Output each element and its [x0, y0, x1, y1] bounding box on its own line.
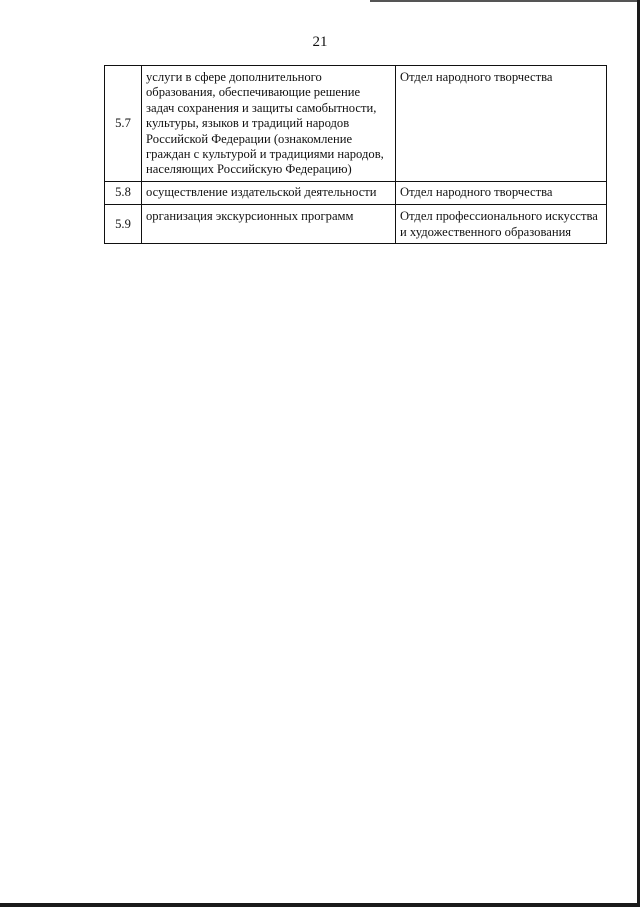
- scan-edge-bottom: [0, 903, 640, 907]
- service-description: осуществление издательской деятельности: [142, 181, 396, 204]
- page-number: 21: [312, 34, 328, 50]
- table-row: [105, 66, 607, 182]
- service-description: организация экскурсионных программ: [142, 205, 396, 244]
- row-number: 5.7: [105, 66, 142, 182]
- table-row: [105, 205, 607, 244]
- row-number: 5.9: [105, 205, 142, 244]
- row-number: 5.8: [105, 181, 142, 204]
- table-row: [105, 181, 607, 204]
- responsible-department: Отдел профессионального искусства и художественного образования: [396, 205, 607, 244]
- responsible-department: Отдел народного творчества: [396, 66, 607, 182]
- services-table: [104, 65, 607, 244]
- responsible-department: Отдел народного творчества: [396, 181, 607, 204]
- service-description: услуги в сфере дополнительного образования, обеспечивающие решение задач сохранения и защиты самобытности, культуры, языков и традиций народов Российской Федерации (ознакомление граждан с культурой и традициями народов, населяющих Российскую Федерацию): [142, 66, 396, 182]
- scan-edge-top: [370, 0, 640, 2]
